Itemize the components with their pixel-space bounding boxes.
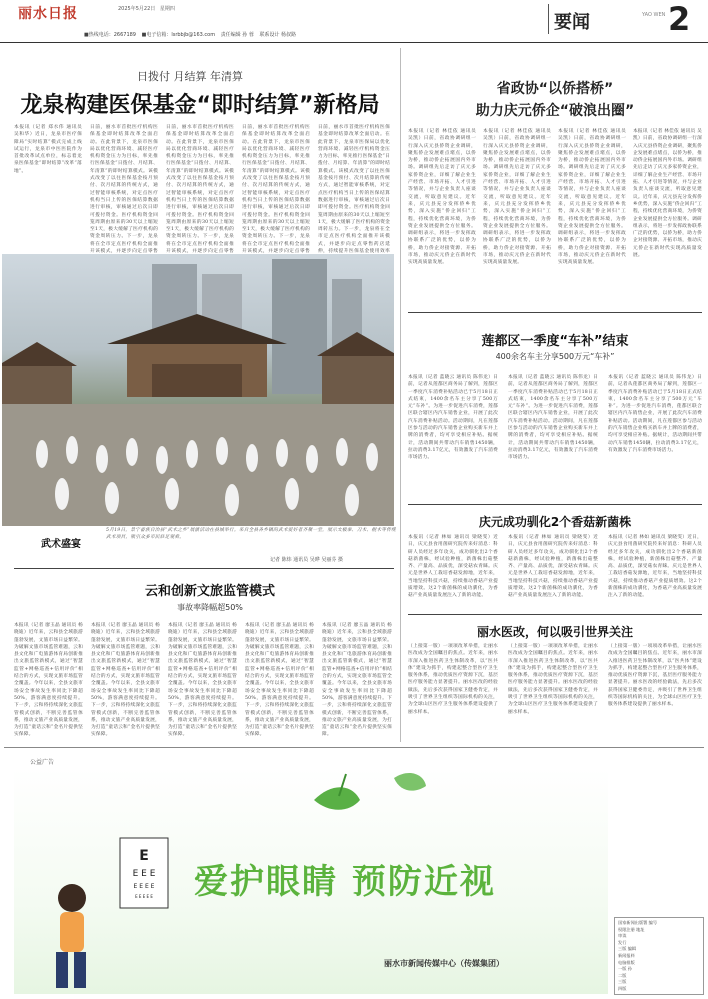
- a2-body-col3: 本报讯（记者 林佳依 通讯员 吴凯）日前，省政协调研组一行深入庆元县侨资企业调研，聚焦侨企发展难点堵点，以侨为桥，推动侨企拓展国内外市场。调研组先后走访了庆元多家侨资企业，详细了解企业生产经营、市场开拓、人才引进等情况，并与企业负责人座谈交流，听取意见建议。近年来，庆元县充分发挥侨乡优势，深入实施“侨企回归”工程，持续优化营商环境，为侨资企业发展提供全方位服务。调研组表示，将进一步发挥政协联系广泛的优势，以侨为桥，助力侨企对接资源、开拓市场，推动庆元侨企在新时代实现高质量发展。: [558, 129, 626, 266]
- staff-box: [614, 917, 704, 995]
- issue-weekday: 星期四: [159, 6, 175, 12]
- ad-label: 公益广告: [30, 759, 55, 766]
- a2-body-col1: 本报讯（记者 林佳依 通讯员 吴凯）日前，省政协调研组一行深入庆元县侨资企业调研，聚焦侨企发展难点堵点，以侨为桥，推动侨企拓展国内外市场。调研组先后走访了庆元多家侨资企业，详细了解企业生产经营、市场开拓、人才引进等情况，并与企业负责人座谈交流，听取意见建议。近年来，庆元县充分发挥侨乡优势，深入实施“侨企回归”工程，持续优化营商环境，为侨资企业发展提供全方位服务。调研组表示，将进一步发挥政协联系广泛的优势，以侨为桥，助力侨企对接资源、开拓市场，推动庆元侨企在新时代实现高质量发展。: [408, 129, 476, 266]
- staff-row: 三版 编辑: [618, 946, 637, 952]
- a3-body-col3: 本报讯（记者 蓝晓云 通讯员 陈伟龙）日前，记者从莲都区商务局了解到，莲都区一季度汽车消费补贴活动已于5月18日正式结束，1400余名车主分享了500万元“车补”。为进一步促进汽车消费，莲都区联合辖区内汽车销售企业，开展了此次汽车消费补贴活动。活动期间，凡在莲都区参与活动的汽车销售企业购买新车并上牌的消费者，均可享受相应补贴。据统计，活动期间共带动汽车销售1450辆，拉动消费3.17亿元，有效激发了汽车消费市场活力。: [608, 375, 702, 453]
- a2-body-col2: 本报讯（记者 林佳依 通讯员 吴凯）日前，省政协调研组一行深入庆元县侨资企业调研，聚焦侨企发展难点堵点，以侨为桥，推动侨企拓展国内外市场。调研组先后走访了庆元多家侨资企业，详细了解企业生产经营、市场开拓、人才引进等情况，并与企业负责人座谈交流，听取意见建议。近年来，庆元县充分发挥侨乡优势，深入实施“侨企回归”工程，持续优化营商环境，为侨资企业发展提供全方位服务。调研组表示，将进一步发挥政协联系广泛的优势，以侨为桥，助力侨企对接资源、开拓市场，推动庆元侨企在新时代实现高质量发展。: [483, 129, 551, 266]
- svg-text:E E E: E E E: [132, 869, 156, 879]
- a5-headline: 丽水医改，何以吸引世界关注: [476, 625, 633, 639]
- staff-row: 发行: [618, 939, 627, 945]
- a6-body-col5: 本报讯（记者 廖玉晶 通讯员 杨晓迪）近年来，云和县全域旅游蓬勃发展，文旅市场日益繁荣。为破解文旅市场监管难题，云和县文化和广电旅游体育局创新推出文旅监管新模式，通过“智慧监管+网格巡查+信用评价”相结合的方式，实现文旅市场监管全覆盖。今年以来，全县文旅市场安全事故发生率同比下降超50%，游客满意度持续提升。下一步，云和将持续深化文旅监管模式创新，不断完善监管体系，推动文旅产业高质量发展，为打造“童话云和”金名片提供坚实保障。: [322, 623, 392, 738]
- staff-row: 审读: [618, 933, 627, 939]
- email: ■电子信箱：lsrbbjb@163.com: [141, 32, 216, 38]
- issue-date: 2025年5月22日: [118, 6, 156, 12]
- a6-body-col3: 本报讯（记者 廖玉晶 通讯员 杨晓迪）近年来，云和县全域旅游蓬勃发展，文旅市场日益繁荣。为破解文旅市场监管难题，云和县文化和广电旅游体育局创新推出文旅监管新模式，通过“智慧监管+网格巡查+信用评价”相结合的方式，实现文旅市场监管全覆盖。今年以来，全县文旅市场安全事故发生率同比下降超50%，游客满意度持续提升。下一步，云和将持续深化文旅监管模式创新，不断完善监管体系，推动文旅产业高质量发展，为打造“童话云和”金名片提供坚实保障。: [168, 623, 237, 738]
- a6-body-col1: 本报讯（记者 廖玉晶 通讯员 杨晓迪）近年来，云和县全域旅游蓬勃发展，文旅市场日益繁荣。为破解文旅市场监管难题，云和县文化和广电旅游体育局创新推出文旅监管新模式，通过“智慧监管+网格巡查+信用评价”相结合的方式，实现文旅市场监管全覆盖。今年以来，全县文旅市场安全事故发生率同比下降超50%，游客满意度持续提升。下一步，云和将持续深化文旅监管模式创新，不断完善监管体系，推动文旅产业高质量发展，为打造“童话云和”金名片提供坚实保障。: [14, 623, 83, 738]
- ad-slogan: 爱护眼睛 预防近视: [194, 862, 496, 902]
- a1-body-col5: 日前，丽水市首批医疗机构医保基金即时结算改革全面启动。在此背景下，龙泉市医保局以优化营商环境、减轻医疗机构资金压力为目标，率先推行医保基金“日拨付、月结算、年清算”的即时结算模式。该模式改变了以往医保基金按月预付、次月结算的传统方式，通过智能审核系统，对定点医疗机构当日上传的医保结算数据进行审核，审核通过后次日即可拨付资金。医疗机构资金回笼周期由原来的30天以上缩短至1天，极大缓解了医疗机构的资金周转压力。下一步，龙泉将在全市定点医疗机构全面推开该模式，并逐步向定点零售药店延伸，持续提升医保基金使用效率: [318, 125, 390, 255]
- a4-body-col2: 本报讯（记者 林如 通讯员 梁晓雯）近日，庆元县食用菌研究院传来好消息：科研人员经过多年攻关，成功驯化出2个香菇新菌株，经试验种植，新菌株出菇整齐、产量高、品质优，深受菇农青睐。庆元是世界人工栽培香菇发源地，近年来，当地坚持科技兴菇，持续推动香菇产业提质增效。这2个新菌株的成功驯化，为香菇产业高质量发展注入了新的动能。: [508, 535, 598, 599]
- a1-headline: 龙泉构建医保基金“即时结算”新格局: [20, 93, 380, 118]
- section-title: 要闻: [554, 12, 590, 33]
- staff-row: 一版 孙: [618, 966, 632, 972]
- a5-body-col3: （上接第一版）一项项改革举措，让丽水医改成为全国瞩目的焦点。近年来，丽水市深入推进医药卫生体制改革，以“医共体”建设为抓手，构建起整合型医疗卫生服务体系，推动优质医疗资源下沉，基层医疗服务能力显著提升。丽水医改的经验做法，先后多次获得国家卫健委肯定，并吸引了世界卫生组织等国际机构的关注，为全球山区医疗卫生服务体系建设提供了丽水样本。: [608, 644, 702, 708]
- a6-body-col2: 本报讯（记者 廖玉晶 通讯员 杨晓迪）近年来，云和县全域旅游蓬勃发展，文旅市场日益繁荣。为破解文旅市场监管难题，云和县文化和广电旅游体育局创新推出文旅监管新模式，通过“智慧监管+网格巡查+信用评价”相结合的方式，实现文旅市场监管全覆盖。今年以来，全县文旅市场安全事故发生率同比下降超50%，游客满意度持续提升。下一步，云和将持续深化文旅监管模式创新，不断完善监管体系，推动文旅产业高质量发展，为打造“童话云和”金名片提供坚实保障。: [91, 623, 160, 738]
- public-ad: [14, 768, 608, 994]
- svg-text:E E E E: E E E E: [133, 883, 155, 890]
- staff-row: 国家新闻出版署 编号: [618, 920, 658, 925]
- staff-row: 权限注册 地址: [618, 926, 645, 932]
- newspaper-logo: 丽水日报: [18, 6, 78, 22]
- staff-row: 二版: [618, 972, 627, 978]
- staff-row: 新闻报料: [618, 952, 635, 958]
- a2-body-col4: 本报讯（记者 林佳依 通讯员 吴凯）日前，省政协调研组一行深入庆元县侨资企业调研，聚焦侨企发展难点堵点，以侨为桥，推动侨企拓展国内外市场。调研组先后走访了庆元多家侨资企业，详细了解企业生产经营、市场开拓、人才引进等情况，并与企业负责人座谈交流，听取意见建议。近年来，庆元县充分发挥侨乡优势，深入实施“侨企回归”工程，持续优化营商环境，为侨资企业发展提供全方位服务。调研组表示，将进一步发挥政协联系广泛的优势，以侨为桥，助力侨企对接资源、开拓市场，推动庆元侨企在新时代实现高质量发展。: [633, 129, 702, 259]
- a1-body-col4: 日前，丽水市首批医疗机构医保基金即时结算改革全面启动。在此背景下，龙泉市医保局以优化营商环境、减轻医疗机构资金压力为目标，率先推行医保基金“日拨付、月结算、年清算”的即时结算模式。该模式改变了以往医保基金按月预付、次月结算的传统方式，通过智能审核系统，对定点医疗机构当日上传的医保结算数据进行审核，审核通过后次日即可拨付资金。医疗机构资金回笼周期由原来的30天以上缩短至1天，极大缓解了医疗机构的资金周转压力。下一步，龙泉将在全市定点医疗机构全面推开该模式，并逐步向定点零售: [242, 125, 310, 255]
- a3-headline: 莲都区一季度“车补”结束: [481, 334, 629, 349]
- a1-intro: 本报讯（记者 郑水伟 通讯员 吴和华）近日，龙泉市医疗保障局“实时结算”模式完成上线试运行，龙泉市中医医院作为首批改革试点单位，标志着龙泉医保基金“即时结算”改革“落地”。: [14, 125, 82, 174]
- staff-row: 电脑排版: [618, 959, 635, 965]
- section-pinyin: YAO WEN: [642, 12, 666, 18]
- staff-row: 三版: [618, 979, 627, 985]
- a4-headline: 庆元成功驯化2个香菇新菌株: [478, 515, 632, 529]
- staff-row: 四版: [618, 985, 627, 991]
- editor: 责任编辑 孙 蓉: [220, 32, 254, 38]
- hotline: ■热线电话：2667189: [84, 32, 136, 38]
- a6-subheadline: 事故率降幅超50%: [177, 603, 243, 612]
- photo-caption: 5月19日，景宁畲族自治县“武术之乡”展演活动在县城举行。来自全县各乡镇的武术爱好者齐聚一堂，展示太极拳、刀术、棍术等传统武术项目，吸引众多市民驻足观看。: [106, 528, 396, 541]
- a3-body-col2: 本报讯（记者 蓝晓云 通讯员 陈伟龙）日前，记者从莲都区商务局了解到，莲都区一季度汽车消费补贴活动已于5月18日正式结束，1400余名车主分享了500万元“车补”。为进一步促进汽车消费，莲都区联合辖区内汽车销售企业，开展了此次汽车消费补贴活动。活动期间，凡在莲都区参与活动的汽车销售企业购买新车并上牌的消费者，均可享受相应补贴。据统计，活动期间共带动汽车销售1450辆，拉动消费3.17亿元，有效激发了汽车消费市场活力。: [508, 375, 598, 461]
- svg-text:E E E E E: E E E E E: [135, 894, 153, 899]
- a6-body-col4: 本报讯（记者 廖玉晶 通讯员 杨晓迪）近年来，云和县全域旅游蓬勃发展，文旅市场日益繁荣。为破解文旅市场监管难题，云和县文化和广电旅游体育局创新推出文旅监管新模式，通过“智慧监管+网格巡查+信用评价”相结合的方式，实现文旅市场监管全覆盖。今年以来，全县文旅市场安全事故发生率同比下降超50%，游客满意度持续提升。下一步，云和将持续深化文旅监管模式创新，不断完善监管体系，推动文旅产业高质量发展，为打造“童话云和”金名片提供坚实保障。: [245, 623, 314, 738]
- a4-body-col1: 本报讯（记者 林如 通讯员 梁晓雯）近日，庆元县食用菌研究院传来好消息：科研人员经过多年攻关，成功驯化出2个香菇新菌株，经试验种植，新菌株出菇整齐、产量高、品质优，深受菇农青睐。庆元是世界人工栽培香菇发源地，近年来，当地坚持科技兴菇，持续推动香菇产业提质增效。这2个新菌株的成功驯化，为香菇产业高质量发展注入了新的动能。: [408, 535, 498, 599]
- martial-arts-photo: [2, 254, 394, 526]
- svg-text:E: E: [139, 848, 149, 864]
- a2-headline: 省政协“以侨搭桥”: [496, 81, 614, 97]
- designer: 联系设计 杨叔路: [259, 32, 297, 38]
- a3-body-col1: 本报讯（记者 蓝晓云 通讯员 陈伟龙）日前，记者从莲都区商务局了解到，莲都区一季度汽车消费补贴活动已于5月18日正式结束，1400余名车主分享了500万元“车补”。为进一步促进汽车消费，莲都区联合辖区内汽车销售企业，开展了此次汽车消费补贴活动。活动期间，凡在莲都区参与活动的汽车销售企业购买新车并上牌的消费者，均可享受相应补贴。据统计，活动期间共带动汽车销售1450辆，拉动消费3.17亿元，有效激发了汽车消费市场活力。: [408, 375, 498, 461]
- a5-body-col2: （上接第一版）一项项改革举措，让丽水医改成为全国瞩目的焦点。近年来，丽水市深入推进医药卫生体制改革，以“医共体”建设为抓手，构建起整合型医疗卫生服务体系，推动优质医疗资源下沉，基层医疗服务能力显著提升。丽水医改的经验做法，先后多次获得国家卫健委肯定，并吸引了世界卫生组织等国际机构的关注，为全球山区医疗卫生服务体系建设提供了丽水样本。: [508, 644, 598, 715]
- a3-subheadline: 400余名车主分享500万元“车补”: [495, 352, 615, 361]
- photo-credit: 记者 陈炜 通讯员 吴晔 吴丽芬 摄: [270, 557, 343, 563]
- page-number: 2: [668, 0, 691, 38]
- a5-body-col1: （上接第一版）一项项改革举措，让丽水医改成为全国瞩目的焦点。近年来，丽水市深入推进医药卫生体制改革，以“医共体”建设为抓手，构建起整合型医疗卫生服务体系，推动优质医疗资源下沉，基层医疗服务能力显著提升。丽水医改的经验做法，先后多次获得国家卫健委肯定，并吸引了世界卫生组织等国际机构的关注，为全球山区医疗卫生服务体系建设提供了丽水样本。: [408, 644, 498, 715]
- ad-sponsor: 丽水市新闻传媒中心（传媒集团）: [384, 959, 504, 968]
- a1-kicker: 日拨付 月结算 年清算: [137, 70, 243, 83]
- a2-headline-line2: 助力庆元侨企“破浪出圈”: [475, 103, 635, 119]
- a4-body-col3: 本报讯（记者 林如 通讯员 梁晓雯）近日，庆元县食用菌研究院传来好消息：科研人员经过多年攻关，成功驯化出2个香菇新菌株，经试验种植，新菌株出菇整齐、产量高、品质优，深受菇农青睐。庆元是世界人工栽培香菇发源地，近年来，当地坚持科技兴菇，持续推动香菇产业提质增效。这2个新菌株的成功驯化，为香菇产业高质量发展注入了新的动能。: [608, 535, 702, 599]
- a1-body-col3: 日前，丽水市首批医疗机构医保基金即时结算改革全面启动。在此背景下，龙泉市医保局以优化营商环境、减轻医疗机构资金压力为目标，率先推行医保基金“日拨付、月结算、年清算”的即时结算模式。该模式改变了以往医保基金按月预付、次月结算的传统方式，通过智能审核系统，对定点医疗机构当日上传的医保结算数据进行审核，审核通过后次日即可拨付资金。医疗机构资金回笼周期由原来的30天以上缩短至1天，极大缓解了医疗机构的资金周转压力。下一步，龙泉将在全市定点医疗机构全面推开该模式，并逐步向定点零售: [166, 125, 234, 255]
- masthead: [0, 0, 708, 44]
- a1-body-col2: 日前，丽水市首批医疗机构医保基金即时结算改革全面启动。在此背景下，龙泉市医保局以优化营商环境、减轻医疗机构资金压力为目标，率先推行医保基金“日拨付、月结算、年清算”的即时结算模式。该模式改变了以往医保基金按月预付、次月结算的传统方式，通过智能审核系统，对定点医疗机构当日上传的医保结算数据进行审核，审核通过后次日即可拨付资金。医疗机构资金回笼周期由原来的30天以上缩短至1天，极大缓解了医疗机构的资金周转压力。下一步，龙泉将在全市定点医疗机构全面推开该模式，并逐步向定点零售: [90, 125, 158, 255]
- a6-headline: 云和创新文旅监管模式: [144, 584, 275, 599]
- photo-title-tag: 武术盛宴: [41, 538, 81, 550]
